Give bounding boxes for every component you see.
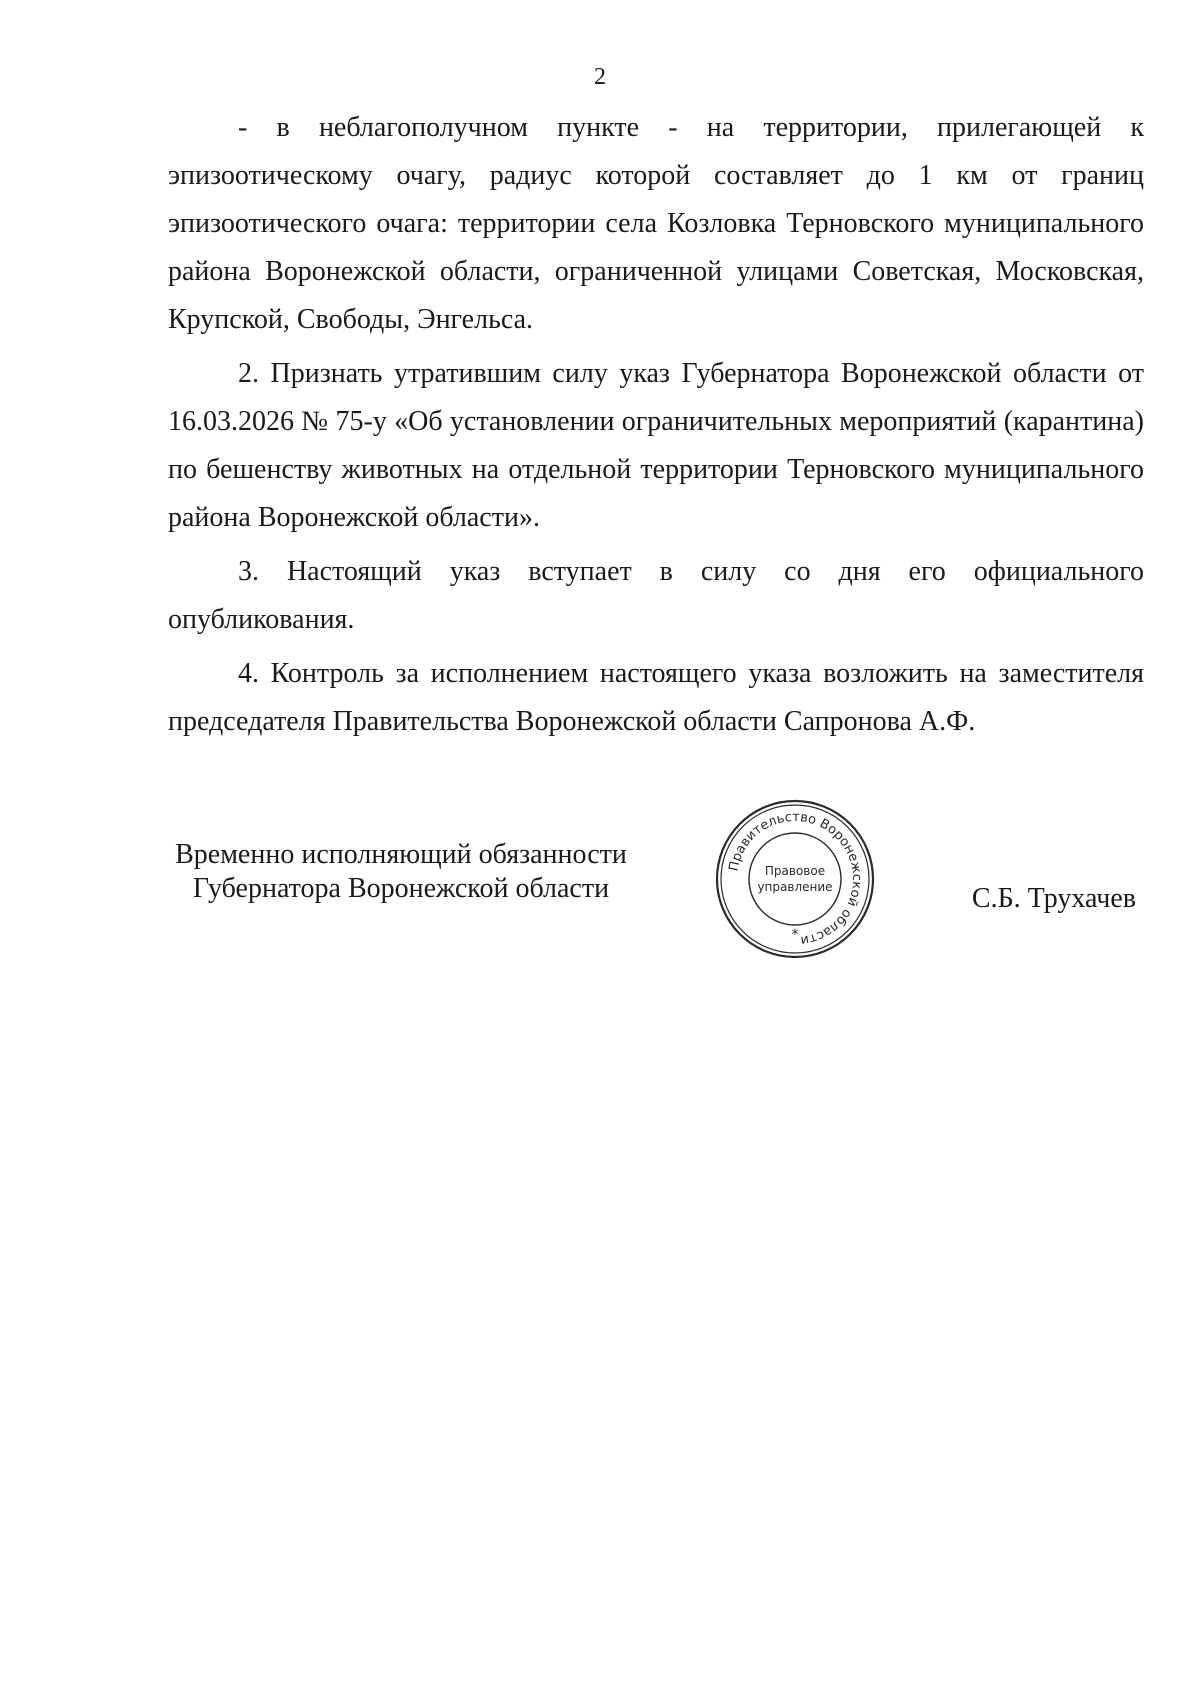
signer-name: С.Б. Трухачев (971, 883, 1136, 914)
seal-center-line2: управление (757, 880, 833, 894)
paragraph-entry-into-force: 3. Настоящий указ вступает в силу со дня его официального опубликования. (168, 556, 1144, 635)
document-body (168, 104, 1144, 752)
signature-position-line2: Губернатора Воронежской области (192, 873, 610, 904)
seal-ring-text: Правительство Воронежской области (726, 809, 865, 948)
paragraph-control: 4. Контроль за исполнением настоящего указа возложить на заместителя председателя Правительства Воронежской области Сапронова А.Ф. (168, 658, 1144, 737)
seal-star: * (791, 927, 799, 943)
page-number: 2 (594, 64, 606, 90)
seal-center-line1: Правовое (764, 864, 826, 878)
signature-position (166, 838, 636, 906)
seal-graphic (714, 798, 876, 960)
signature-position-line1: Временно исполняющий обязанности (175, 839, 627, 870)
paragraph-affected-territory: - в неблагополучном пункте - на территории, прилегающей к эпизоотическому очагу, радиус которой составляет до 1 км от границ эпизоотического очага: территории села Козловка Терновского муниципального района Воронежской области, ограниченной улицами Советская, Московская, Крупской, Свободы, Энгельса. (168, 112, 1144, 335)
paragraph-repeal-decree: 2. Признать утратившим силу указ Губернатора Воронежской области от 16.03.2026 № 75-у «Об установлении ограничительных мероприятий (карантина) по бешенству животных на отдельной территории Терновского муниципального района Воронежской области». (168, 358, 1144, 533)
official-seal (714, 798, 876, 960)
